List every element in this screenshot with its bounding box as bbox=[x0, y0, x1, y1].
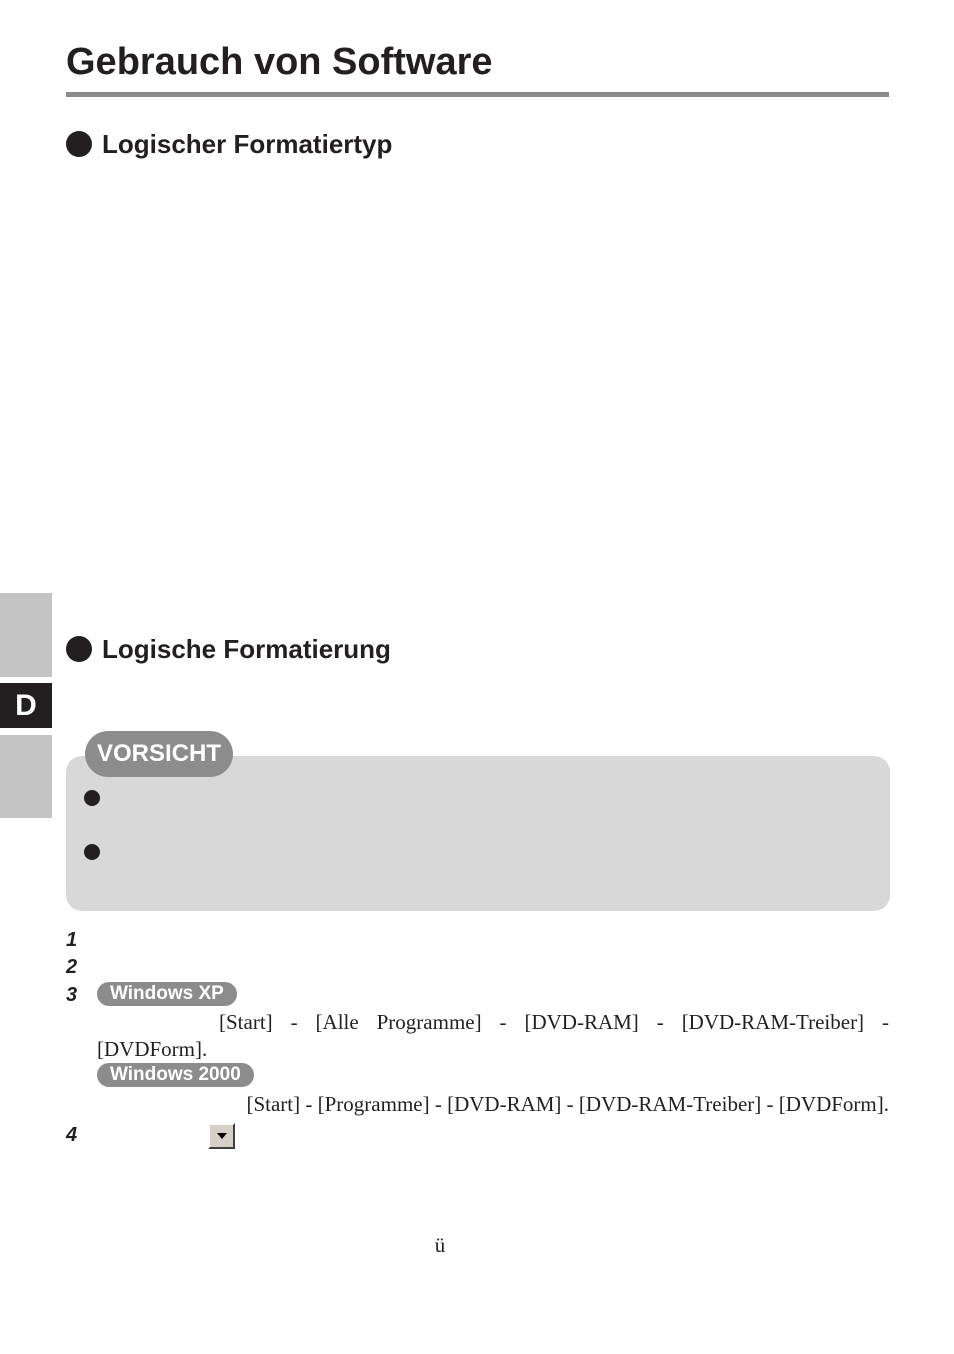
path-part: [DVD-RAM] bbox=[524, 1010, 639, 1034]
side-tab-language: D bbox=[0, 683, 52, 728]
w2000-menu-path: [Start] - [Programme] - [DVD-RAM] - [DVD-RAM-Treiber] - [DVDForm]. bbox=[246, 1092, 889, 1116]
side-tab-lower bbox=[0, 735, 52, 818]
path-part: [Start] bbox=[219, 1010, 273, 1034]
path-part: [Alle bbox=[315, 1010, 359, 1034]
path-part: - bbox=[290, 1010, 298, 1034]
caution-bullet-icon bbox=[84, 790, 100, 806]
path-part: Programme] bbox=[376, 1010, 482, 1034]
dropdown-arrow-icon[interactable] bbox=[208, 1123, 235, 1149]
step-number: 3 bbox=[66, 984, 78, 1006]
page-title: Gebrauch von Software bbox=[66, 41, 493, 83]
windows-2000-badge: Windows 2000 bbox=[97, 1063, 254, 1087]
bullet-icon bbox=[66, 131, 92, 157]
path-part: - bbox=[499, 1010, 507, 1034]
path-part: - bbox=[656, 1010, 664, 1034]
xp-menu-path bbox=[219, 1009, 889, 1035]
step-number: 1 bbox=[66, 929, 78, 951]
caution-box bbox=[66, 756, 890, 911]
section-heading-logical-formatting bbox=[66, 633, 391, 665]
title-rule bbox=[66, 92, 889, 97]
xp-menu-path-continued: [DVDForm]. bbox=[97, 1037, 208, 1061]
section-heading-text: Logische Formatierung bbox=[102, 634, 391, 664]
bullet-icon bbox=[66, 636, 92, 662]
step-number: 4 bbox=[66, 1124, 78, 1146]
path-part: [DVD-RAM-Treiber] bbox=[681, 1010, 865, 1034]
windows-xp-badge: Windows XP bbox=[97, 982, 237, 1006]
caution-bullet-icon bbox=[84, 844, 100, 860]
side-tab-upper bbox=[0, 593, 52, 677]
section-heading-text: Logischer Formatiertyp bbox=[102, 129, 393, 159]
caution-label: VORSICHT bbox=[85, 731, 233, 777]
dropdown-arrow-glyph bbox=[216, 1132, 228, 1140]
section-heading-logical-format-type bbox=[66, 128, 392, 160]
path-part: - bbox=[882, 1010, 889, 1034]
step-number: 2 bbox=[66, 956, 78, 978]
page-number: ü bbox=[434, 1233, 446, 1257]
